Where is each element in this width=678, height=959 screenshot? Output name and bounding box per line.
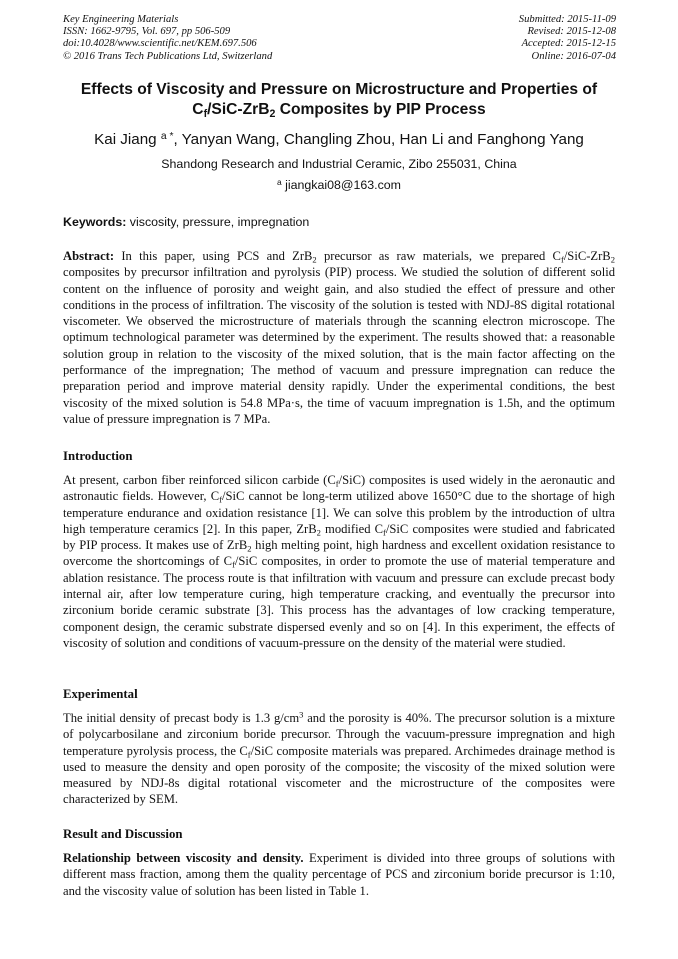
- title-c: C: [192, 100, 204, 118]
- other-authors: , Yanyan Wang, Changling Zhou, Han Li and Fanghong Yang: [173, 131, 584, 148]
- subscript-2: 2: [312, 254, 317, 265]
- journal-name: Key Engineering Materials: [63, 14, 179, 25]
- results-body: [63, 850, 615, 899]
- experimental-text: and the porosity is 40%. The precursor solution is a mixture of polycarbosilane and zirconium boride precursor. Through the vacuum-pressure impregnation and high temperature pyrolysis process, the C: [63, 711, 615, 758]
- subscript-f: f: [219, 494, 222, 505]
- experimental-body: [63, 710, 615, 808]
- results-text: Experiment is divided into three groups of solutions with different mass fraction, among them the quality percentage of PCS and zirconium boride precursor is 1:10, and the viscosity value of solution has been listed in Table 1.: [63, 851, 615, 898]
- superscript-3: 3: [299, 709, 304, 720]
- paper-title: [50, 80, 628, 119]
- subscript-f: f: [232, 559, 235, 570]
- issn-line: ISSN: 1662-9795, Vol. 697, pp 506-509: [63, 26, 231, 38]
- intro-text: At present, carbon fiber reinforced silicon carbide (C: [63, 473, 336, 487]
- results-heading: Result and Discussion: [63, 827, 183, 841]
- accepted-date: Accepted: 2015-12-15: [521, 38, 616, 50]
- intro-text: /SiC composites were studied and fabricated by PIP process. It makes use of ZrB: [63, 521, 616, 553]
- author-email: [40, 178, 638, 192]
- experimental-text: /SiC composite materials was prepared. Archimedes drainage method is used to measure the density and open porosity of the composite; the viscosity of the mixed solution were measured by NDJ-8s digital rotational viscometer and the microstructure of the composites were characterized by SEM.: [63, 743, 615, 807]
- running-header-right: [519, 14, 616, 63]
- running-header-left: [63, 14, 272, 63]
- keywords-text: viscosity, pressure, impregnation: [126, 215, 310, 229]
- author-mark: a *: [160, 130, 174, 142]
- intro-text: /SiC) composites is used widely in the aeronautic and astronautic fields. However, C: [63, 473, 616, 504]
- introduction-heading: Introduction: [63, 449, 133, 463]
- intro-text: /SiC cannot be long-term utilized above 1650°C due to the shortage of high temperature endurance and oxidation resistance [1]. We can solve this problem by the introduction of ultra high temperature ceramics [2]. In this paper, ZrB: [63, 489, 615, 536]
- abstract: [63, 248, 615, 427]
- subscript-f: f: [383, 527, 386, 538]
- intro-text: high melting point, high hardness and excellent oxidation resistance to overcome the shortcomings of C: [63, 538, 615, 569]
- abstract-text: precursor as raw materials, we prepared C: [316, 249, 561, 263]
- subscript-2: 2: [247, 543, 252, 554]
- subscript-2: 2: [610, 254, 615, 265]
- abstract-text: composites by precursor infiltration and pyrolysis (PIP) process. We studied the solution of different solid content on the influence of porosity and weight gain, and also studied the effect of pressure and other conditions in the process of infiltration. The viscosity of the solution is tested with NDJ-8S digital rotational viscometer. We observed the microstructure of materials through the scanning electron microscope. The optimum technological parameter was determined by the experiment. The results showed that: a reasonable solution group in relation to the viscosity of the mixed solution, that is the main factor affecting on the performance of the impregnation; The method of vacuum and pressure impregnation can reduce the preparation period and improve material density rapidly. Under the experimental conditions, the best viscosity of the mixed solution is 54.8 MPa·s, the time of vacuum impregnation is 1.5h, and the optimum value of pressure impregnation is 7 MPa.: [63, 265, 615, 426]
- intro-text: /SiC composites, in order to promote the use of material temperature and ablation resistance. The process route is that infiltration with vacuum and pressure can exclude precast body internal air, after low temperature curing, high temperature cracking, and eventually the precursor into zirconium boride ceramic substrate [3]. This process has the advantages of low cracking temperature, component design, the ceramic substrate dispersed evenly and so on [4]. In this experiment, the effects of viscosity of solution and conditions of vacuum-pressure on the density of the material were studied.: [63, 554, 615, 650]
- copyright-line: © 2016 Trans Tech Publications Ltd, Switzerland: [63, 50, 273, 62]
- title-line-2: [50, 100, 628, 120]
- subscript-f: f: [335, 478, 339, 489]
- experimental-text: The initial density of precast body is 1.3 g/cm: [63, 711, 300, 725]
- email-mark: a: [276, 176, 282, 187]
- first-author: Kai Jiang: [94, 131, 157, 148]
- author-list: [40, 131, 638, 148]
- keywords-label: Keywords:: [63, 215, 127, 229]
- affiliation: Shandong Research and Industrial Ceramic, Zibo 255031, China: [161, 157, 517, 171]
- revised-date: Revised: 2015-12-08: [527, 26, 616, 38]
- online-date: Online: 2016-07-04: [531, 50, 616, 62]
- introduction-body: [63, 472, 615, 651]
- email-address: jiangkai08@163.com: [281, 178, 402, 192]
- doi-line: doi:10.4028/www.scientific.net/KEM.697.506: [63, 38, 257, 50]
- abstract-text: /SiC-ZrB: [563, 249, 611, 263]
- results-lead: Relationship between viscosity and density.: [63, 851, 304, 865]
- subscript-2: 2: [316, 527, 321, 538]
- title-end: Composites by PIP Process: [275, 100, 486, 118]
- title-line-1: Effects of Viscosity and Pressure on Microstructure and Properties of: [80, 81, 598, 98]
- title-sub-f: f: [203, 107, 208, 120]
- experimental-heading: Experimental: [63, 687, 138, 701]
- intro-text: modified C: [320, 521, 384, 536]
- title-mid: /SiC-ZrB: [207, 100, 270, 118]
- submitted-date: Submitted: 2015-11-09: [518, 14, 616, 25]
- subscript-f: f: [560, 254, 564, 265]
- subscript-f: f: [247, 748, 251, 759]
- abstract-text: In this paper, using PCS and ZrB: [114, 249, 313, 263]
- title-sub-2: 2: [269, 107, 276, 120]
- keywords: [63, 215, 309, 229]
- abstract-label: Abstract:: [63, 249, 115, 263]
